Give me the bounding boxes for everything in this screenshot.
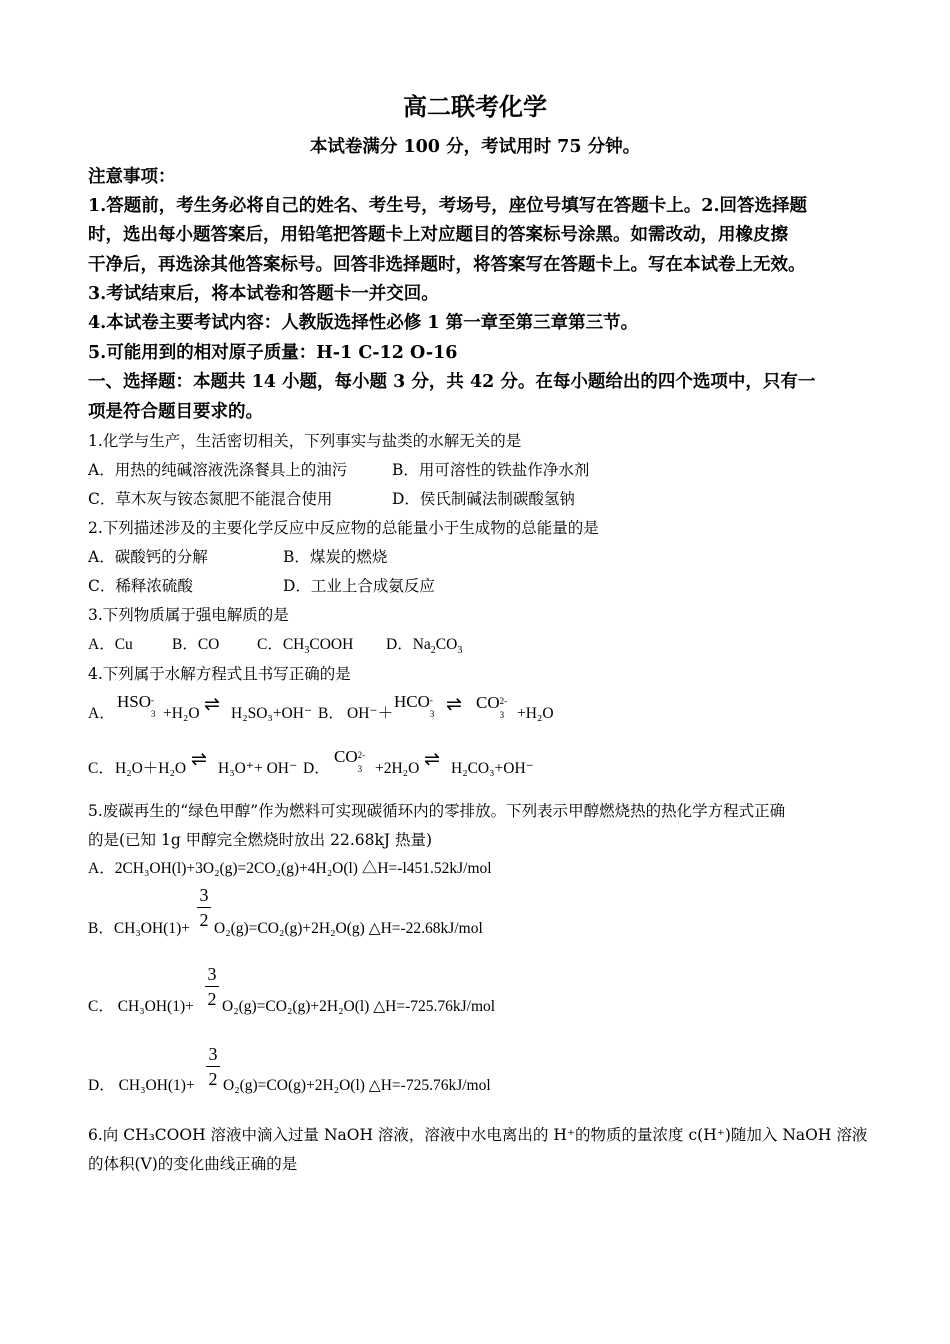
fraction-three-halves: 3 2 xyxy=(206,1043,220,1090)
option-c: C．稀释浓硫酸 xyxy=(88,577,193,595)
equation-text: +2H₂O xyxy=(375,760,420,777)
question-stem: 6.向 CH₃COOH 溶液中滴入过量 NaOH 溶液，溶液中水电离出的 H⁺的物质的量浓度 c(H⁺)随加入 NaOH 溶液 xyxy=(88,1126,868,1144)
page-title: 高二联考化学 xyxy=(403,92,547,121)
option-c: C．$CH_3COOH$ xyxy=(257,636,354,657)
option-d: D． CH₃OH(1)+ xyxy=(88,1077,195,1094)
co3-ion: CO 2- 3 xyxy=(334,747,366,774)
question-stem: 的是(已知 1g 甲醇完全燃烧时放出 22.68kJ 热量) xyxy=(88,831,433,849)
equilibrium-arrow-icon: ⇌ xyxy=(424,749,440,770)
option-d-equation: O₂(g)=CO(g)+2H₂O(l) △H=-725.76kJ/mol xyxy=(223,1077,491,1094)
option-a: A．2CH₃OH(l)+3O₂(g)=2CO₂(g)+4H₂O(l) △H=-l451.52kJ/mol xyxy=(88,860,492,877)
option-b-label: B． xyxy=(318,705,344,722)
option-b: B．煤炭的燃烧 xyxy=(283,548,388,566)
notice-line: 干净后，再选涂其他答案标号。回答非选择题时，将答案写在答题卡上。写在本试卷上无效。 xyxy=(88,255,806,275)
question-stem: 的体积(V)的变化曲线正确的是 xyxy=(88,1155,298,1173)
option-a: A．碳酸钙的分解 xyxy=(88,548,208,566)
section-heading: 一、选择题：本题共 14 小题，每小题 3 分，共 42 分。在每小题给出的四个选项中，只有一 xyxy=(88,372,816,392)
question-stem: 1.化学与生产，生活密切相关，下列事实与盐类的水解无关的是 xyxy=(88,432,522,450)
equation-text: +H₂O xyxy=(163,705,200,722)
hco3-ion: HCO - 3 xyxy=(394,692,435,719)
notice-line: 4.本试卷主要考试内容：人教版选择性必修 1 第一章至第三章第三节。 xyxy=(88,313,639,333)
notice-line: 1.答题前，考生务必将自己的姓名、考生号，考场号，座位号填写在答题卡上。2.回答选择题 xyxy=(88,196,808,216)
question-stem: 2.下列描述涉及的主要化学反应中反应物的总能量小于生成物的总能量的是 xyxy=(88,519,599,537)
option-c-label: C． xyxy=(88,760,114,777)
option-c: C．草木灰与铵态氮肥不能混合使用 xyxy=(88,490,333,508)
page-subtitle: 本试卷满分 100 分，考试用时 75 分钟。 xyxy=(309,137,641,157)
fraction-three-halves: 3 2 xyxy=(197,884,211,931)
equation-text: OH⁻＋ xyxy=(347,705,394,722)
option-c: C． CH₃OH(1)+ xyxy=(88,998,194,1015)
hso3-ion: HSO - 3 xyxy=(117,692,156,719)
equilibrium-arrow-icon: ⇌ xyxy=(191,749,207,770)
section-heading: 项是符合题目要求的。 xyxy=(88,402,263,422)
option-d: D．侯氏制碱法制碳酸氢钠 xyxy=(392,490,575,508)
option-d-label: D． xyxy=(303,760,330,777)
option-d: D．$Na_2CO_3$ xyxy=(386,636,463,657)
option-b: B．CH₃OH(1)+ xyxy=(88,920,190,937)
equilibrium-arrow-icon: ⇌ xyxy=(204,694,220,715)
option-a-label: A． xyxy=(88,705,115,722)
notice-heading: 注意事项： xyxy=(88,167,176,187)
question-stem: 3.下列物质属于强电解质的是 xyxy=(88,606,289,624)
notice-line: 5.可能用到的相对原子质量：H-1 C-12 O-16 xyxy=(88,343,458,363)
equation-text: H₃O⁺+ OH⁻ xyxy=(218,760,298,777)
equation-text: H₂SO₃+OH⁻ xyxy=(231,705,313,722)
option-b: B．用可溶性的铁盐作净水剂 xyxy=(392,461,590,479)
notice-line: 时，选出每小题答案后，用铅笔把答题卡上对应题目的答案标号涂黑。如需改动，用橡皮擦 xyxy=(88,225,788,245)
equation-text: +H₂O xyxy=(517,705,554,722)
equation-text: H₂CO₃+OH⁻ xyxy=(451,760,534,777)
option-b-equation: O₂(g)=CO₂(g)+2H₂O(g) △H=-22.68kJ/mol xyxy=(214,920,483,937)
question-stem: 4.下列属于水解方程式且书写正确的是 xyxy=(88,665,351,683)
equilibrium-arrow-icon: ⇌ xyxy=(446,694,462,715)
fraction-three-halves: 3 2 xyxy=(205,963,219,1010)
co3-ion: CO 2- 3 xyxy=(476,693,508,720)
option-d: D．工业上合成氨反应 xyxy=(283,577,435,595)
option-b: B．CO xyxy=(172,636,220,653)
option-c-equation: O₂(g)=CO₂(g)+2H₂O(l) △H=-725.76kJ/mol xyxy=(222,998,496,1015)
notice-line: 3.考试结束后，将本试卷和答题卡一并交回。 xyxy=(88,284,439,304)
question-stem: 5.废碳再生的“绿色甲醇”作为燃料可实现碳循环内的零排放。下列表示甲醇燃烧热的热化学方程式正确 xyxy=(88,802,786,820)
equation-text: H₂O＋H₂O xyxy=(115,760,187,777)
option-a: A．Cu xyxy=(88,636,133,653)
option-a: A．用热的纯碱溶液洗涤餐具上的油污 xyxy=(88,461,348,479)
